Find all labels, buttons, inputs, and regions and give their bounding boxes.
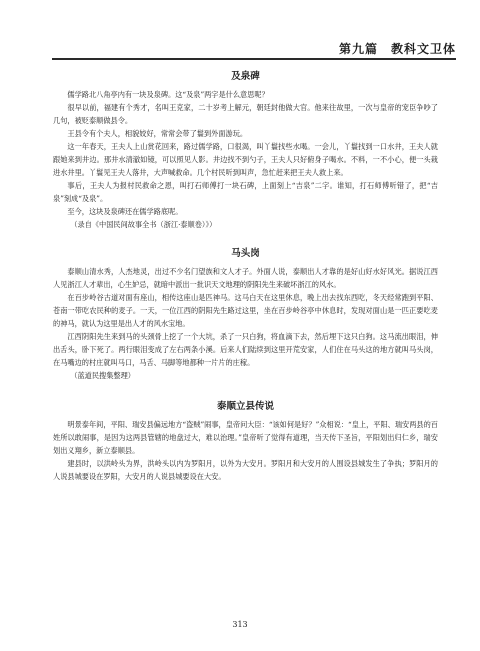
story-title: 泰顺立县传说 (216, 401, 274, 412)
paragraph: 事后，王夫人为报村民救命之恩，叫打石师傅打一块石碑，上面刻上“吉泉”二字。谁知，打石师傅听错了，把“吉泉”刻成“及泉”。 (53, 181, 438, 203)
page-number: 313 (232, 620, 248, 629)
page-content (53, 68, 438, 483)
paragraph: 王县令有个夫人，相貌姣好，常常会带了鬟到外面游玩。 (67, 129, 248, 138)
source-note: （录自《中国民间故事全书（浙江·泰顺卷）》） (70, 220, 217, 229)
paragraph: 泰顺山清水秀，人杰地灵，出过不少名门望族和文人才子。外面人说，泰顺出人才靠的是好山好水好风光。据说江西人见浙江人才辈出，心生妒忌，就暗中派出一批识天文地理的阴阳先生来破坏浙江的风水。 (53, 267, 438, 289)
story-title: 马头岗 (231, 248, 260, 259)
paragraph: 儒学路北八角亭内有一块及泉碑。这“及泉”两字是什么意思呢？ (67, 90, 269, 99)
paragraph: 在百步岭谷古道对面有座山，相传这座山是匹神马。这马白天在这里休息，晚上出去找东西吃，冬天经常跑到平阳、苍南一带吃农民种的麦子。一天，一位江西的阴阳先生路过这里，坐在百步岭谷亭中休息时，发现对面山是一匹正要吃麦的神马，就认为这里是出人才的风水宝地。 (53, 293, 438, 328)
paragraph: 明景泰年间，平阳、瑞安县偏远地方“盗贼”闹事，皇帝问大臣：“该如何是好？”众相说：“皇上，平阳、瑞安两县的百姓所以敢闹事，是因为这两县管辖的地盘过大，难以治理。”皇帝听了觉得有道理，当天传下圣旨，平阳划出归仁乡，瑞安划出义翔乡，新立泰顺县。 (53, 420, 438, 455)
section-matougang (53, 245, 438, 382)
source-note: （蓝道民搜集整理） (70, 371, 135, 380)
section-jiquan-stele (53, 68, 438, 231)
chapter-title: 第九篇 教科文卫体 (338, 42, 456, 56)
paragraph: 江西阴阳先生来到马的头颈骨上挖了一个大坑，杀了一只白狗，将血滴下去，然后埋下这只白狗。这马流出眼泪，伸出舌头，卧下死了。两行眼泪变成了左右两条小溪。后来人们陆续到这里开荒安家，人们住在马头这的地方就叫马头岗，在马嘴边的村庄就叫马口，马舌、马脚等地都种一片片的庄稼。 (53, 332, 438, 367)
paragraph: 建县时，以洪岭头为界，洪岭头以内为罗阳月，以外为大安月。罗阳月和大安月的人围设县城发生了争执；罗阳月的人说县城要设在罗阳，大安月的人说县城要设在大安。 (53, 459, 438, 481)
story-title: 及泉碑 (231, 71, 260, 82)
section-taishun-county-legend (53, 398, 438, 483)
page-header (52, 38, 456, 60)
paragraph: 至今，这块及泉碑还在儒学路底呢。 (67, 207, 183, 216)
paragraph: 很早以前，福建有个秀才，名叫王克家，二十岁考上解元，朝廷封他做大官。他来往故里，一次与皇帝的宠臣争吵了几句，被贬泰顺做县令。 (53, 103, 438, 125)
paragraph: 这一年春天，王夫人上山赏花回来，路过儒学路，口很渴，叫丫鬟找些水喝。一会儿，丫鬟找到一口水井，王夫人就跟她来到井边。那井水清澈如镜，可以照见人影。井边找不到勺子，王夫人只好俯身子喝水。不料，一不小心，便一头栽进水井里。丫鬟见王夫人落井，大声喊救命。几个村民听到叫声，急忙赶来把王夫人救上来。 (53, 142, 438, 177)
